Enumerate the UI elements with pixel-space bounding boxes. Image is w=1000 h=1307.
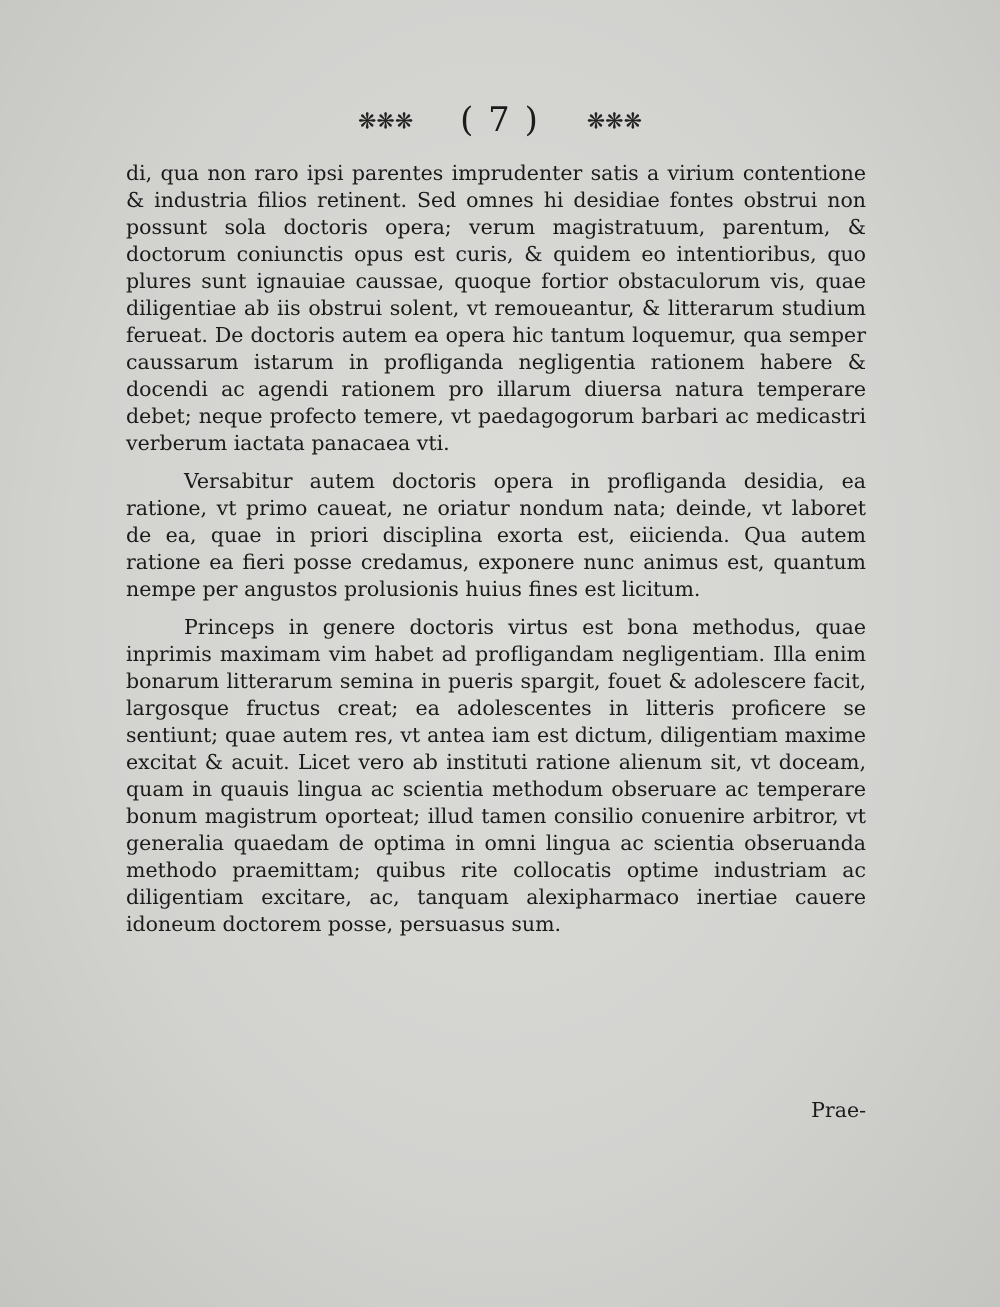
page-number: ( 7 ) [460,100,540,140]
ornament-left-icon: ❋❋❋ [357,109,414,135]
page-header [0,100,1000,140]
catchword: Prae- [811,1098,866,1122]
paragraph-2: Versabitur autem doctoris opera in profliganda desidia, ea ratione, vt primo caueat, ne oriatur nondum nata; deinde, vt laboret de ea, quae in priori disciplina exorta est, eiicienda. Qua autem ratione ea fieri posse credamus, exponere nunc animus est, quantum nempe per angustos prolusionis huius fines est licitum. [126,469,866,601]
text-body [126,160,866,949]
paragraph-3: Princeps in genere doctoris virtus est bona methodus, quae inprimis maximam vim habet ad profligandam negligentiam. Illa enim bonarum litterarum semina in pueris spargit, fouet & adolescere facit, largosque fructus creat; ea adolescentes in litteris proficere se sentiunt; quae autem res, vt antea iam est dictum, diligentiam maxime excitat & acuit. Licet vero ab instituti ratione alienum sit, vt doceam, quam in quauis lingua ac scientia methodum obseruare ac temperare bonum magistrum oporteat; illud tamen consilio conuenire arbitror, vt generalia quaedam de optima in omni lingua ac scientia obseruanda methodo praemittam; quibus rite collocatis optime industriam ac diligentiam excitare, ac, tanquam alexipharmaco inertiae cauere idoneum doctorem posse, persuasus sum. [126,615,866,936]
ornament-right-icon: ❋❋❋ [586,109,643,135]
paragraph-1: di, qua non raro ipsi parentes imprudenter satis a virium contentione & industria filios retinent. Sed omnes hi desidiae fontes obstrui non possunt sola doctoris opera; verum magistratuum, parentum, & doctorum coniunctis opus est curis, & quidem eo intentioribus, quo plures sunt ignauiae caussae, quoque fortior obstaculorum vis, quae diligentiae ab iis obstrui solent, vt remoueantur, & litterarum studium ferueat. De doctoris autem ea opera hic tantum loquemur, qua semper caussarum istarum in profliganda negligentia rationem habere & docendi ac agendi rationem pro illarum diuersa natura temperare debet; neque profecto temere, vt paedagogorum barbari ac medicastri verberum iactata panacaea vti. [126,161,866,455]
